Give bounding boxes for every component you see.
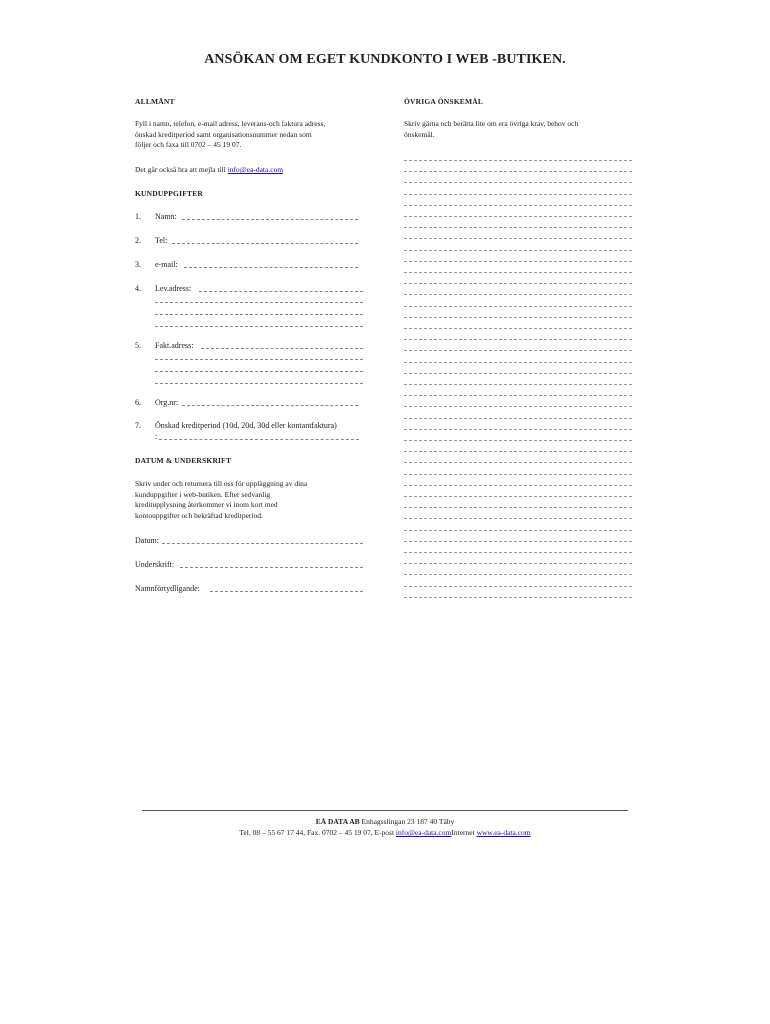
- writing-line[interactable]: [404, 474, 632, 475]
- writing-line[interactable]: [404, 574, 632, 575]
- credit-colon: :: [155, 432, 158, 441]
- contact-prefix: Tel. 08 – 55 67 17 44, Fax. 0702 – 45 19 07, E-post: [239, 828, 396, 837]
- date-label: Datum:: [135, 536, 159, 545]
- field-number: 2.: [135, 236, 141, 245]
- writing-line[interactable]: [404, 373, 632, 374]
- writing-line[interactable]: [404, 283, 632, 284]
- writing-line[interactable]: [404, 250, 632, 251]
- general-heading: ALLMÄNT: [135, 97, 175, 106]
- field-number: 5.: [135, 341, 141, 350]
- writing-line[interactable]: [404, 261, 632, 262]
- delivery-address-line[interactable]: [155, 326, 363, 327]
- email-link[interactable]: info@ea-data.com: [227, 165, 284, 174]
- instruction-line: kunduppgifter i web-butiken. Efter sedvanlig: [135, 489, 271, 499]
- writing-line[interactable]: [404, 586, 632, 587]
- writing-line[interactable]: [404, 440, 632, 441]
- writing-line[interactable]: [404, 541, 632, 542]
- writing-line[interactable]: [404, 406, 632, 407]
- footer-contact-line: [0, 827, 770, 838]
- invoice-address-line[interactable]: [155, 383, 363, 384]
- writing-line[interactable]: [404, 160, 632, 161]
- writing-line[interactable]: [404, 362, 632, 363]
- delivery-address-line[interactable]: [155, 314, 363, 315]
- writing-line[interactable]: [404, 395, 632, 396]
- customer-heading: KUNDUPPGIFTER: [135, 189, 204, 198]
- writing-line[interactable]: [404, 194, 632, 195]
- signature-label: Underskrift:: [135, 560, 175, 569]
- writing-line[interactable]: [404, 384, 632, 385]
- writing-line[interactable]: [404, 530, 632, 531]
- writing-line[interactable]: [404, 216, 632, 217]
- field-label: Önskad kreditperiod (10d, 20d, 30d eller kontantfaktura): [155, 421, 337, 430]
- writing-line[interactable]: [404, 306, 632, 307]
- writing-line[interactable]: [404, 552, 632, 553]
- writing-line[interactable]: [404, 418, 632, 419]
- page-title: ANSÖKAN OM EGET KUNDKONTO I WEB -BUTIKEN.: [204, 52, 566, 67]
- signature-instructions: [135, 479, 375, 521]
- field-number: 3.: [135, 260, 141, 269]
- intro-line: önskad kreditperiod samt organisationsnummer nedan som: [135, 129, 312, 139]
- instruction-line: kontouppgifter och bekräftad kreditperiod.: [135, 510, 263, 520]
- field-label: Lev.adress:: [155, 284, 192, 293]
- org-nr-input-line[interactable]: [182, 405, 358, 406]
- field-label: Org.nr:: [155, 398, 179, 407]
- name-clarification-label: Namnförtydligande:: [135, 584, 200, 593]
- signature-heading: DATUM & UNDERSKRIFT: [135, 456, 232, 465]
- writing-line[interactable]: [404, 205, 632, 206]
- writing-line[interactable]: [404, 171, 632, 172]
- footer-divider: [142, 810, 628, 811]
- general-intro: [135, 119, 375, 151]
- email-note: [135, 165, 395, 176]
- writing-line[interactable]: [404, 597, 632, 598]
- writing-line[interactable]: [404, 238, 632, 239]
- writing-line[interactable]: [404, 317, 632, 318]
- tel-input-line[interactable]: [172, 243, 358, 244]
- footer-company-line: [0, 816, 770, 827]
- field-number: 6.: [135, 398, 141, 407]
- writing-line[interactable]: [404, 485, 632, 486]
- field-number: 1.: [135, 212, 141, 221]
- field-label: Fakt.adress:: [155, 341, 194, 350]
- field-label: e-mail:: [155, 260, 178, 269]
- writing-line[interactable]: [404, 507, 632, 508]
- invoice-address-line[interactable]: [201, 348, 363, 349]
- signature-input-line[interactable]: [180, 567, 363, 568]
- email-prefix: Det går också bra att mejla till: [135, 165, 228, 174]
- other-line: Skriv gärna och berätta lite om era övriga krav, behov och: [404, 119, 579, 128]
- writing-line[interactable]: [404, 339, 632, 340]
- writing-line[interactable]: [404, 429, 632, 430]
- other-line: önskemål.: [404, 129, 435, 139]
- intro-line: Fyll i namn, telefon, e-mail adress, leverans-och faktura adress,: [135, 119, 326, 128]
- email-input-line[interactable]: [184, 267, 358, 268]
- field-number: 4.: [135, 284, 141, 293]
- footer-website-link[interactable]: www.ea-data.com: [476, 828, 531, 837]
- writing-line[interactable]: [404, 350, 632, 351]
- writing-line[interactable]: [404, 182, 632, 183]
- writing-line[interactable]: [404, 294, 632, 295]
- writing-line[interactable]: [404, 518, 632, 519]
- writing-line[interactable]: [404, 496, 632, 497]
- intro-line: följer och faxa till 0702 – 45 19 07.: [135, 140, 242, 149]
- field-label: Namn:: [155, 212, 177, 221]
- credit-period-input-line[interactable]: [159, 439, 359, 440]
- invoice-address-line[interactable]: [155, 371, 363, 372]
- writing-line[interactable]: [404, 563, 632, 564]
- date-input-line[interactable]: [162, 543, 363, 544]
- other-heading: ÖVRIGA ÖNSKEMÅL: [404, 97, 484, 106]
- delivery-address-line[interactable]: [199, 291, 363, 292]
- name-clarification-input-line[interactable]: [210, 591, 363, 592]
- company-name: EÅ DATA AB: [315, 817, 360, 826]
- company-address: Enhagsslingan 23 187 40 Täby: [359, 817, 455, 826]
- writing-line[interactable]: [404, 328, 632, 329]
- instruction-line: Skriv under och returnera till oss för uppläggning av dina: [135, 479, 308, 488]
- writing-line[interactable]: [404, 451, 632, 452]
- other-instructions: [404, 119, 639, 140]
- writing-line[interactable]: [404, 462, 632, 463]
- footer-email-link[interactable]: info@ea-data.com: [395, 828, 452, 837]
- writing-line[interactable]: [404, 272, 632, 273]
- field-number: 7.: [135, 421, 141, 430]
- internet-label: Internet: [451, 828, 477, 837]
- delivery-address-line[interactable]: [155, 302, 363, 303]
- field-label: Tel:: [155, 236, 168, 245]
- name-input-line[interactable]: [182, 219, 358, 220]
- instruction-line: kreditupplysning återkommer vi inom kort med: [135, 500, 278, 509]
- writing-line[interactable]: [404, 227, 632, 228]
- invoice-address-line[interactable]: [155, 359, 363, 360]
